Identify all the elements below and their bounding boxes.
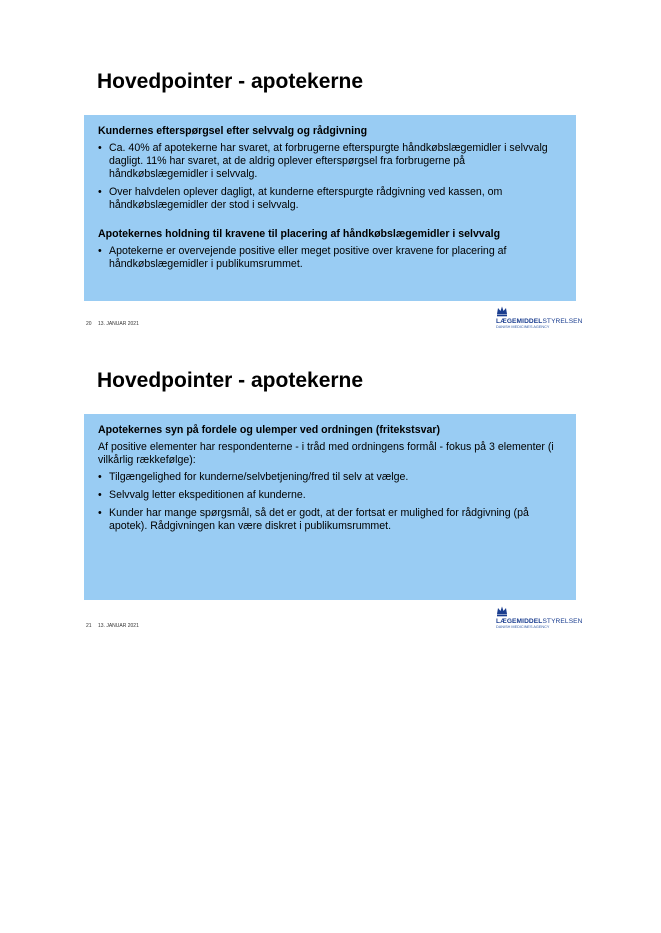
bullet-list bbox=[98, 142, 562, 212]
page-number: 20 bbox=[86, 321, 92, 327]
list-item: • Tilgængelighed for kunderne/selvbetjening/fred til selv at vælge. bbox=[98, 471, 409, 483]
section-heading: Apotekernes holdning til kravene til placering af håndkøbslægemidler i selvvalg bbox=[98, 228, 501, 240]
list-item: • Ca. 40% af apotekerne har svaret, at forbrugerne efterspurgte håndkøbslægemidler i selvvalg dagligt. 11% har svaret, at de aldrig oplever efterspørgsel fra forbrugerne på håndkøbslægemidler i selvvalg. bbox=[98, 142, 548, 180]
logo-subtitle: DANISH MEDICINES AGENCY bbox=[496, 625, 550, 629]
bullet-list bbox=[98, 245, 562, 271]
bullet-icon: • bbox=[98, 507, 102, 519]
bullet-icon: • bbox=[98, 245, 102, 257]
section-heading: Kundernes efterspørgsel efter selvvalg og rådgivning bbox=[98, 125, 368, 137]
content-box bbox=[84, 414, 576, 600]
bullet-list bbox=[98, 471, 562, 533]
page-number: 21 bbox=[86, 623, 92, 629]
footer-date: 13. JANUAR 2021 bbox=[98, 321, 139, 327]
crown-icon bbox=[496, 605, 508, 617]
agency-logo bbox=[496, 305, 583, 331]
crown-icon bbox=[496, 305, 508, 317]
logo-subtitle: DANISH MEDICINES AGENCY bbox=[496, 325, 550, 329]
logo-name: LÆGEMIDDELSTYRELSEN bbox=[496, 318, 583, 325]
list-item: • Apotekerne er overvejende positive eller meget positive over kravene for placering af håndkøbslægemidler i publikumsrummet. bbox=[98, 245, 507, 270]
footer-date: 13. JANUAR 2021 bbox=[98, 623, 139, 629]
bullet-icon: • bbox=[98, 142, 102, 154]
bullet-icon: • bbox=[98, 471, 102, 483]
slide-title: Hovedpointer - apotekerne bbox=[97, 70, 364, 93]
intro-paragraph: Af positive elementer har respondenterne - i tråd med ordningens formål - fokus på 3 elementer (i vilkårlig rækkefølge): bbox=[98, 441, 554, 466]
agency-logo bbox=[496, 605, 583, 631]
section-heading: Apotekernes syn på fordele og ulemper ved ordningen (fritekstsvar) bbox=[98, 424, 441, 436]
list-item: • Selvvalg letter ekspeditionen af kunderne. bbox=[98, 489, 306, 501]
logo-name: LÆGEMIDDELSTYRELSEN bbox=[496, 618, 583, 625]
content-box bbox=[84, 115, 576, 301]
bullet-icon: • bbox=[98, 186, 102, 198]
list-item: • Kunder har mange spørgsmål, så det er godt, at der fortsat er mulighed for rådgivning (på apotek). Rådgivningen kan være diskret i publikumsrummet. bbox=[98, 507, 529, 532]
bullet-icon: • bbox=[98, 489, 102, 501]
slide-title: Hovedpointer - apotekerne bbox=[97, 369, 364, 392]
list-item: • Over halvdelen oplever dagligt, at kunderne efterspurgte rådgivning ved kassen, om håndkøbslægemidler der stod i selvvalg. bbox=[98, 186, 503, 211]
